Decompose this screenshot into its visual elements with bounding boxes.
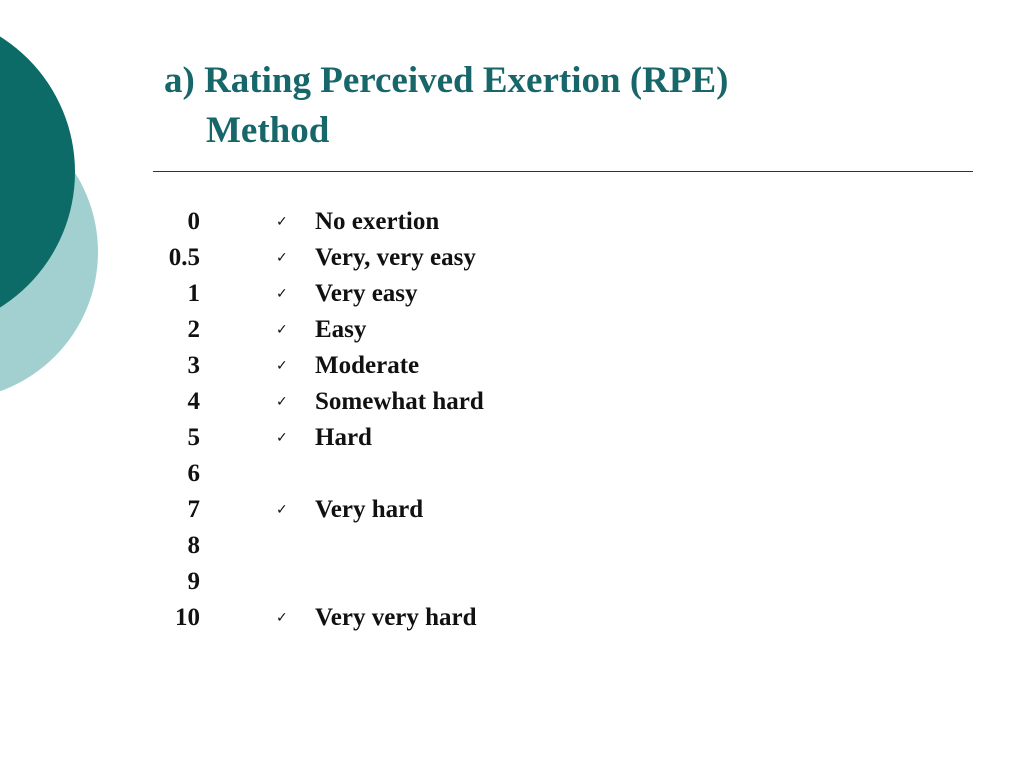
scale-value: 0.5 (168, 244, 200, 271)
title-divider (153, 171, 973, 172)
slide-title-line1: a) Rating Perceived Exertion (RPE) (164, 60, 729, 101)
checkmark-icon: ✓ (276, 502, 288, 518)
scale-value: 8 (187, 532, 200, 559)
scale-row (150, 600, 750, 636)
scale-label: No exertion (315, 208, 440, 235)
scale-value: 5 (187, 424, 200, 451)
scale-row (150, 276, 750, 312)
scale-value: 1 (187, 280, 200, 307)
scale-label: Very easy (315, 280, 418, 307)
slide-title (164, 56, 984, 156)
scale-label: Very hard (315, 496, 424, 523)
scale-row (150, 528, 750, 564)
scale-value: 4 (187, 388, 200, 415)
decorative-circles (0, 0, 110, 410)
checkmark-icon: ✓ (276, 214, 288, 230)
scale-label: Easy (315, 316, 367, 343)
checkmark-icon: ✓ (276, 610, 288, 626)
scale-value: 0 (187, 208, 200, 235)
scale-value: 6 (187, 460, 200, 487)
scale-row (150, 564, 750, 600)
scale-value: 10 (175, 604, 200, 631)
scale-row (150, 204, 750, 240)
scale-value: 9 (187, 568, 200, 595)
scale-row (150, 240, 750, 276)
scale-label: Somewhat hard (315, 388, 484, 415)
scale-row (150, 420, 750, 456)
rpe-scale-list (150, 204, 750, 636)
checkmark-icon: ✓ (276, 250, 288, 266)
scale-label: Very very hard (315, 604, 477, 631)
scale-label: Hard (315, 424, 372, 451)
checkmark-icon: ✓ (276, 358, 288, 374)
slide-title-line2: Method (206, 110, 330, 151)
scale-label: Very, very easy (315, 244, 476, 271)
scale-row (150, 348, 750, 384)
checkmark-icon: ✓ (276, 430, 288, 446)
scale-row (150, 456, 750, 492)
checkmark-icon: ✓ (276, 394, 288, 410)
checkmark-icon: ✓ (276, 286, 288, 302)
scale-value: 3 (187, 352, 200, 379)
scale-value: 2 (187, 316, 200, 343)
scale-row (150, 384, 750, 420)
scale-row (150, 492, 750, 528)
scale-value: 7 (187, 496, 200, 523)
scale-label: Moderate (315, 352, 420, 379)
checkmark-icon: ✓ (276, 322, 288, 338)
scale-row (150, 312, 750, 348)
